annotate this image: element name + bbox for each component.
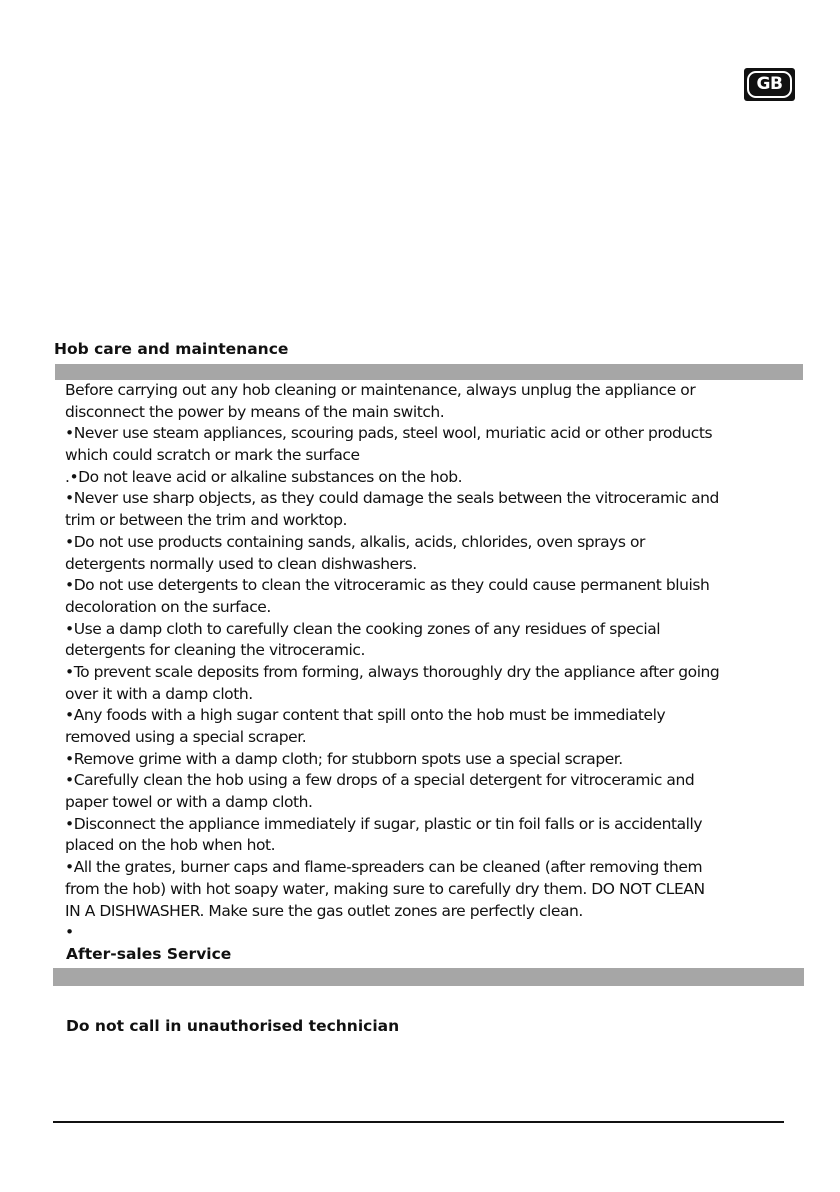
care-line: •Do not use products containing sands, alkalis, acids, chlorides, oven sprays or	[65, 532, 645, 551]
care-line: over it with a damp cloth.	[65, 684, 253, 703]
care-line: placed on the hob when hot.	[65, 836, 276, 855]
language-badge	[744, 68, 795, 101]
care-line: Before carrying out any hob cleaning or maintenance, always unplug the appliance or	[65, 381, 696, 399]
care-instructions	[65, 380, 800, 944]
language-badge-label: GB	[747, 71, 792, 98]
care-line: •Never use sharp objects, as they could damage the seals between the vitroceramic and	[65, 489, 719, 508]
after-sales-title: After-sales Service	[66, 945, 232, 963]
care-line: .•Do not leave acid or alkaline substances on the hob.	[65, 467, 463, 486]
care-line: which could scratch or mark the surface	[65, 446, 360, 465]
care-line: •Any foods with a high sugar content that spill onto the hob must be immediately	[65, 706, 666, 725]
care-line: detergents for cleaning the vitroceramic.	[65, 641, 365, 660]
care-line: •Disconnect the appliance immediately if sugar, plastic or tin foil falls or is accidentally	[65, 814, 703, 833]
section-divider-bar	[55, 364, 803, 380]
care-line: from the hob) with hot soapy water, making sure to carefully dry them. DO NOT CLEAN	[65, 879, 705, 898]
care-line: IN A DISHWASHER. Make sure the gas outlet zones are perfectly clean.	[65, 901, 583, 920]
care-line: •All the grates, burner caps and flame-spreaders can be cleaned (after removing them	[65, 858, 703, 877]
care-line: trim or between the trim and worktop.	[65, 511, 347, 530]
care-line: paper towel or with a damp cloth.	[65, 793, 313, 812]
care-line: •To prevent scale deposits from forming, always thoroughly dry the appliance after going	[65, 662, 720, 681]
care-line: •Carefully clean the hob using a few drops of a special detergent for vitroceramic and	[65, 771, 695, 790]
care-line: •Do not use detergents to clean the vitroceramic as they could cause permanent bluish	[65, 576, 710, 595]
section-title: Hob care and maintenance	[54, 340, 289, 358]
footer-rule	[53, 1121, 784, 1123]
care-line: •Remove grime with a damp cloth; for stubborn spots use a special scraper.	[65, 749, 623, 768]
care-line: decoloration on the surface.	[65, 597, 271, 616]
technician-note: Do not call in unauthorised technician	[66, 1017, 400, 1035]
care-line: removed using a special scraper.	[65, 728, 307, 746]
care-line: detergents normally used to clean dishwashers.	[65, 554, 417, 573]
care-line: •Never use steam appliances, scouring pads, steel wool, muriatic acid or other products	[65, 424, 713, 443]
care-line: •	[65, 923, 74, 942]
care-line: •Use a damp cloth to carefully clean the cooking zones of any residues of special	[65, 619, 661, 638]
after-sales-divider-bar	[53, 968, 804, 986]
care-line: disconnect the power by means of the main switch.	[65, 402, 445, 421]
